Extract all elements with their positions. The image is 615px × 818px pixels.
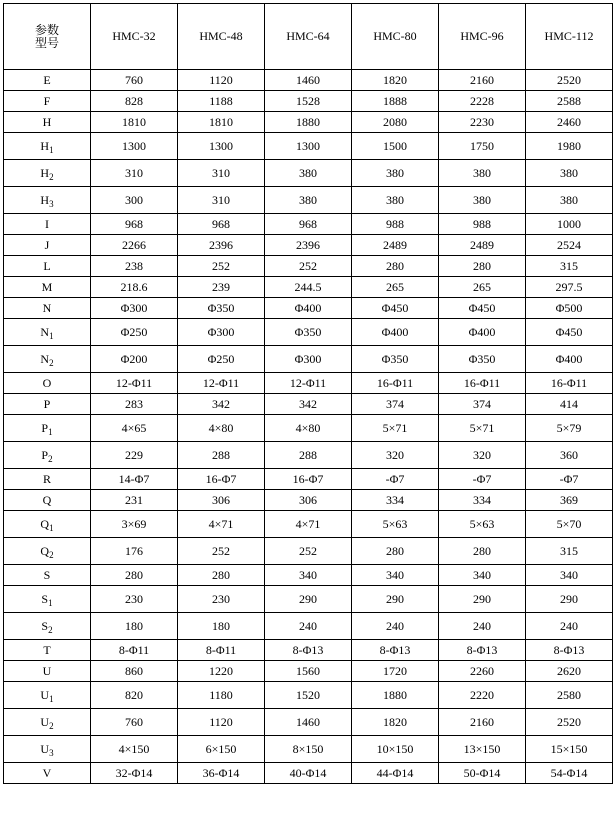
table-cell: 342	[265, 394, 352, 415]
parameter-letter: H	[42, 114, 52, 129]
parameter-subscript: 3	[49, 747, 54, 758]
table-cell: 290	[352, 586, 439, 613]
parameter-subscript: 3	[49, 198, 54, 209]
table-cell: 231	[91, 490, 178, 511]
table-cell: 8-Φ13	[439, 640, 526, 661]
table-cell: 1220	[178, 661, 265, 682]
table-cell: 2620	[526, 661, 613, 682]
table-cell: 988	[352, 214, 439, 235]
table-cell: 5×79	[526, 415, 613, 442]
table-cell: 310	[178, 160, 265, 187]
table-cell: 12-Φ11	[265, 373, 352, 394]
table-cell: 820	[91, 682, 178, 709]
table-cell: Φ350	[439, 346, 526, 373]
table-cell: 968	[178, 214, 265, 235]
row-parameter-label	[4, 256, 91, 277]
model-header-hmc-64: HMC-64	[265, 4, 352, 70]
parameter-subscript: 1	[49, 693, 54, 704]
row-parameter-label	[4, 112, 91, 133]
table-cell: 988	[439, 214, 526, 235]
table-row	[4, 565, 613, 586]
table-cell: 860	[91, 661, 178, 682]
parameter-letter: T	[43, 642, 51, 657]
table-row	[4, 586, 613, 613]
table-row	[4, 709, 613, 736]
row-parameter-label	[4, 373, 91, 394]
table-cell: 252	[178, 256, 265, 277]
parameter-letter: U	[42, 663, 52, 678]
table-cell: 1810	[178, 112, 265, 133]
table-cell: 290	[439, 586, 526, 613]
table-cell: 380	[526, 160, 613, 187]
table-cell: 2396	[265, 235, 352, 256]
table-cell: 16-Φ11	[439, 373, 526, 394]
table-cell: 315	[526, 538, 613, 565]
table-cell: 2220	[439, 682, 526, 709]
table-cell: 2520	[526, 709, 613, 736]
row-parameter-label	[4, 469, 91, 490]
parameter-subscript: 1	[49, 330, 54, 341]
spec-table	[3, 3, 613, 784]
table-cell: 4×71	[178, 511, 265, 538]
parameter-letter: H	[40, 192, 50, 207]
table-row	[4, 70, 613, 91]
table-cell: Φ350	[352, 346, 439, 373]
row-parameter-label	[4, 586, 91, 613]
table-cell: 36-Φ14	[178, 763, 265, 784]
table-cell: 1120	[178, 709, 265, 736]
table-cell: 5×63	[439, 511, 526, 538]
row-parameter-label	[4, 91, 91, 112]
table-cell: 1880	[352, 682, 439, 709]
table-row	[4, 682, 613, 709]
table-cell: 1980	[526, 133, 613, 160]
row-parameter-label	[4, 298, 91, 319]
table-cell: Φ450	[526, 319, 613, 346]
spec-table-body	[4, 70, 613, 784]
table-cell: 16-Φ7	[178, 469, 265, 490]
table-cell: 252	[178, 538, 265, 565]
table-cell: 32-Φ14	[91, 763, 178, 784]
parameter-letter: Q	[42, 492, 52, 507]
table-cell: 340	[526, 565, 613, 586]
table-cell: 1300	[178, 133, 265, 160]
table-cell: 280	[439, 256, 526, 277]
table-cell: Φ350	[178, 298, 265, 319]
row-parameter-label	[4, 319, 91, 346]
table-row	[4, 640, 613, 661]
table-cell: 2460	[526, 112, 613, 133]
table-cell: 265	[439, 277, 526, 298]
table-cell: Φ450	[352, 298, 439, 319]
table-cell: 380	[352, 187, 439, 214]
parameter-letter: Q	[40, 543, 50, 558]
parameter-subscript: 2	[49, 357, 54, 368]
table-cell: 50-Φ14	[439, 763, 526, 784]
row-parameter-label	[4, 277, 91, 298]
parameter-letter: R	[42, 471, 51, 486]
parameter-letter: N	[42, 300, 52, 315]
table-cell: 288	[178, 442, 265, 469]
row-parameter-label	[4, 490, 91, 511]
parameter-letter: I	[45, 216, 49, 231]
table-cell: 380	[265, 187, 352, 214]
table-cell: 16-Φ7	[265, 469, 352, 490]
table-cell: 230	[178, 586, 265, 613]
table-cell: 374	[439, 394, 526, 415]
parameter-letter: S	[41, 618, 49, 633]
table-cell: 1500	[352, 133, 439, 160]
row-parameter-label	[4, 70, 91, 91]
table-cell: 5×71	[439, 415, 526, 442]
table-cell: 180	[91, 613, 178, 640]
table-cell: 280	[91, 565, 178, 586]
row-parameter-label	[4, 613, 91, 640]
row-parameter-label	[4, 214, 91, 235]
table-cell: 218.6	[91, 277, 178, 298]
parameter-letter: J	[44, 237, 50, 252]
parameter-letter: S	[43, 567, 51, 582]
table-cell: 2260	[439, 661, 526, 682]
table-row	[4, 160, 613, 187]
parameter-subscript: 2	[48, 624, 53, 635]
table-cell: 283	[91, 394, 178, 415]
table-cell: 340	[439, 565, 526, 586]
table-cell: Φ250	[91, 319, 178, 346]
table-cell: 1188	[178, 91, 265, 112]
table-cell: 288	[265, 442, 352, 469]
table-cell: 1460	[265, 70, 352, 91]
table-cell: 290	[526, 586, 613, 613]
header-row	[4, 4, 613, 70]
table-row	[4, 490, 613, 511]
table-row	[4, 256, 613, 277]
table-cell: 374	[352, 394, 439, 415]
table-cell: 239	[178, 277, 265, 298]
table-cell: 968	[265, 214, 352, 235]
table-cell: 306	[265, 490, 352, 511]
table-cell: 40-Φ14	[265, 763, 352, 784]
table-cell: 8-Φ13	[265, 640, 352, 661]
table-row	[4, 187, 613, 214]
table-cell: 760	[91, 70, 178, 91]
table-cell: 1750	[439, 133, 526, 160]
row-parameter-label	[4, 160, 91, 187]
table-row	[4, 661, 613, 682]
table-cell: 229	[91, 442, 178, 469]
table-cell: 13×150	[439, 736, 526, 763]
table-cell: 240	[352, 613, 439, 640]
model-header-hmc-48: HMC-48	[178, 4, 265, 70]
row-parameter-label	[4, 442, 91, 469]
table-cell: 240	[526, 613, 613, 640]
table-cell: 369	[526, 490, 613, 511]
parameter-subscript: 2	[49, 549, 54, 560]
table-cell: 2580	[526, 682, 613, 709]
parameter-letter: U	[40, 741, 50, 756]
parameter-letter: N	[40, 324, 50, 339]
table-row	[4, 133, 613, 160]
table-cell: 44-Φ14	[352, 763, 439, 784]
table-cell: 320	[439, 442, 526, 469]
table-cell: 1180	[178, 682, 265, 709]
table-cell: 334	[352, 490, 439, 511]
row-parameter-label	[4, 133, 91, 160]
table-cell: 8×150	[265, 736, 352, 763]
parameter-letter: L	[43, 258, 51, 273]
table-row	[4, 298, 613, 319]
row-parameter-label	[4, 415, 91, 442]
table-cell: 380	[526, 187, 613, 214]
table-cell: 1560	[265, 661, 352, 682]
table-cell: -Φ7	[352, 469, 439, 490]
table-cell: 2160	[439, 709, 526, 736]
row-parameter-label	[4, 763, 91, 784]
row-parameter-label	[4, 736, 91, 763]
row-parameter-label	[4, 187, 91, 214]
row-parameter-label	[4, 661, 91, 682]
table-cell: 2160	[439, 70, 526, 91]
table-cell: 2489	[352, 235, 439, 256]
table-cell: 342	[178, 394, 265, 415]
row-parameter-label	[4, 394, 91, 415]
table-cell: 4×71	[265, 511, 352, 538]
table-cell: 244.5	[265, 277, 352, 298]
parameter-subscript: 1	[49, 144, 54, 155]
row-parameter-label	[4, 538, 91, 565]
table-cell: 1300	[91, 133, 178, 160]
table-row	[4, 346, 613, 373]
table-cell: 380	[352, 160, 439, 187]
table-cell: 1460	[265, 709, 352, 736]
table-cell: Φ500	[526, 298, 613, 319]
table-cell: 5×63	[352, 511, 439, 538]
table-cell: 280	[352, 256, 439, 277]
table-cell: Φ250	[178, 346, 265, 373]
table-cell: 265	[352, 277, 439, 298]
table-cell: -Φ7	[439, 469, 526, 490]
table-cell: 310	[91, 160, 178, 187]
table-row	[4, 763, 613, 784]
table-cell: 300	[91, 187, 178, 214]
table-cell: 828	[91, 91, 178, 112]
table-cell: 10×150	[352, 736, 439, 763]
table-row	[4, 469, 613, 490]
table-cell: 8-Φ13	[526, 640, 613, 661]
table-row	[4, 91, 613, 112]
table-cell: 1820	[352, 70, 439, 91]
table-cell: 14-Φ7	[91, 469, 178, 490]
table-cell: 280	[352, 538, 439, 565]
table-cell: 1528	[265, 91, 352, 112]
table-row	[4, 319, 613, 346]
row-parameter-label	[4, 511, 91, 538]
table-cell: 16-Φ11	[352, 373, 439, 394]
table-cell: 4×150	[91, 736, 178, 763]
table-cell: 1300	[265, 133, 352, 160]
parameter-letter: H	[40, 165, 50, 180]
table-cell: 54-Φ14	[526, 763, 613, 784]
table-cell: 1810	[91, 112, 178, 133]
parameter-subscript: 2	[49, 720, 54, 731]
table-cell: 760	[91, 709, 178, 736]
parameter-letter: F	[43, 93, 51, 108]
parameter-letter: S	[41, 591, 49, 606]
table-cell: 306	[178, 490, 265, 511]
parameter-subscript: 1	[48, 426, 53, 437]
row-parameter-label	[4, 640, 91, 661]
table-cell: 4×65	[91, 415, 178, 442]
row-parameter-label	[4, 235, 91, 256]
table-cell: 380	[439, 160, 526, 187]
table-cell: 2266	[91, 235, 178, 256]
model-header-hmc-80: HMC-80	[352, 4, 439, 70]
table-cell: 8-Φ13	[352, 640, 439, 661]
table-cell: 2588	[526, 91, 613, 112]
table-cell: 1120	[178, 70, 265, 91]
table-cell: 6×150	[178, 736, 265, 763]
table-cell: 252	[265, 256, 352, 277]
table-cell: 1000	[526, 214, 613, 235]
table-cell: 297.5	[526, 277, 613, 298]
table-cell: 8-Φ11	[91, 640, 178, 661]
row-parameter-label	[4, 709, 91, 736]
table-cell: 340	[352, 565, 439, 586]
table-cell: 280	[439, 538, 526, 565]
parameter-letter: N	[40, 351, 50, 366]
corner-param-label: 参数	[34, 22, 59, 37]
parameter-letter: H	[40, 138, 50, 153]
table-cell: 414	[526, 394, 613, 415]
table-cell: 3×69	[91, 511, 178, 538]
corner-header-cell	[4, 4, 91, 70]
parameter-letter: O	[42, 375, 52, 390]
table-cell: 4×80	[178, 415, 265, 442]
table-cell: 1720	[352, 661, 439, 682]
table-cell: 280	[178, 565, 265, 586]
table-cell: 320	[352, 442, 439, 469]
table-row	[4, 538, 613, 565]
model-header-hmc-32: HMC-32	[91, 4, 178, 70]
table-row	[4, 277, 613, 298]
table-cell: 4×80	[265, 415, 352, 442]
table-row	[4, 214, 613, 235]
table-cell: 252	[265, 538, 352, 565]
table-cell: 380	[265, 160, 352, 187]
table-cell: 2524	[526, 235, 613, 256]
parameter-subscript: 2	[48, 453, 53, 464]
table-cell: 1888	[352, 91, 439, 112]
table-cell: 290	[265, 586, 352, 613]
table-cell: 1520	[265, 682, 352, 709]
table-cell: 15×150	[526, 736, 613, 763]
table-cell: 12-Φ11	[178, 373, 265, 394]
table-row	[4, 736, 613, 763]
table-cell: 238	[91, 256, 178, 277]
table-cell: 16-Φ11	[526, 373, 613, 394]
table-row	[4, 373, 613, 394]
table-cell: Φ300	[91, 298, 178, 319]
table-cell: 315	[526, 256, 613, 277]
parameter-letter: U	[40, 714, 50, 729]
model-header-hmc-96: HMC-96	[439, 4, 526, 70]
table-cell: 2520	[526, 70, 613, 91]
table-cell: Φ400	[526, 346, 613, 373]
table-row	[4, 613, 613, 640]
table-row	[4, 394, 613, 415]
parameter-subscript: 1	[48, 597, 53, 608]
parameter-letter: P	[43, 396, 51, 411]
parameter-subscript: 1	[49, 522, 54, 533]
parameter-letter: V	[42, 765, 52, 780]
parameter-letter: P	[41, 447, 49, 462]
table-cell: 380	[439, 187, 526, 214]
row-parameter-label	[4, 565, 91, 586]
table-cell: Φ450	[439, 298, 526, 319]
table-cell: Φ300	[178, 319, 265, 346]
parameter-letter: Q	[40, 516, 50, 531]
table-row	[4, 511, 613, 538]
table-cell: 2396	[178, 235, 265, 256]
table-cell: 334	[439, 490, 526, 511]
table-cell: 2489	[439, 235, 526, 256]
table-row	[4, 112, 613, 133]
table-cell: Φ300	[265, 346, 352, 373]
table-cell: 310	[178, 187, 265, 214]
table-cell: 1880	[265, 112, 352, 133]
table-cell: 240	[439, 613, 526, 640]
table-row	[4, 235, 613, 256]
table-cell: 5×70	[526, 511, 613, 538]
table-cell: 360	[526, 442, 613, 469]
table-row	[4, 442, 613, 469]
parameter-letter: P	[41, 420, 49, 435]
table-cell: 12-Φ11	[91, 373, 178, 394]
row-parameter-label	[4, 682, 91, 709]
table-cell: 176	[91, 538, 178, 565]
parameter-letter: E	[43, 72, 51, 87]
table-cell: Φ200	[91, 346, 178, 373]
table-cell: Φ350	[265, 319, 352, 346]
parameter-subscript: 2	[49, 171, 54, 182]
table-cell: -Φ7	[526, 469, 613, 490]
table-cell: 968	[91, 214, 178, 235]
table-cell: 1820	[352, 709, 439, 736]
table-cell: 180	[178, 613, 265, 640]
table-cell: 2080	[352, 112, 439, 133]
table-cell: 340	[265, 565, 352, 586]
corner-model-label: 型号	[34, 35, 59, 50]
row-parameter-label	[4, 346, 91, 373]
table-cell: Φ400	[352, 319, 439, 346]
model-header-hmc-112: HMC-112	[526, 4, 613, 70]
table-cell: 230	[91, 586, 178, 613]
parameter-letter: U	[40, 687, 50, 702]
table-cell: 240	[265, 613, 352, 640]
table-cell: 8-Φ11	[178, 640, 265, 661]
table-cell: Φ400	[439, 319, 526, 346]
parameter-letter: M	[41, 279, 53, 294]
table-cell: 5×71	[352, 415, 439, 442]
table-cell: 2230	[439, 112, 526, 133]
table-cell: 2228	[439, 91, 526, 112]
table-row	[4, 415, 613, 442]
table-cell: Φ400	[265, 298, 352, 319]
